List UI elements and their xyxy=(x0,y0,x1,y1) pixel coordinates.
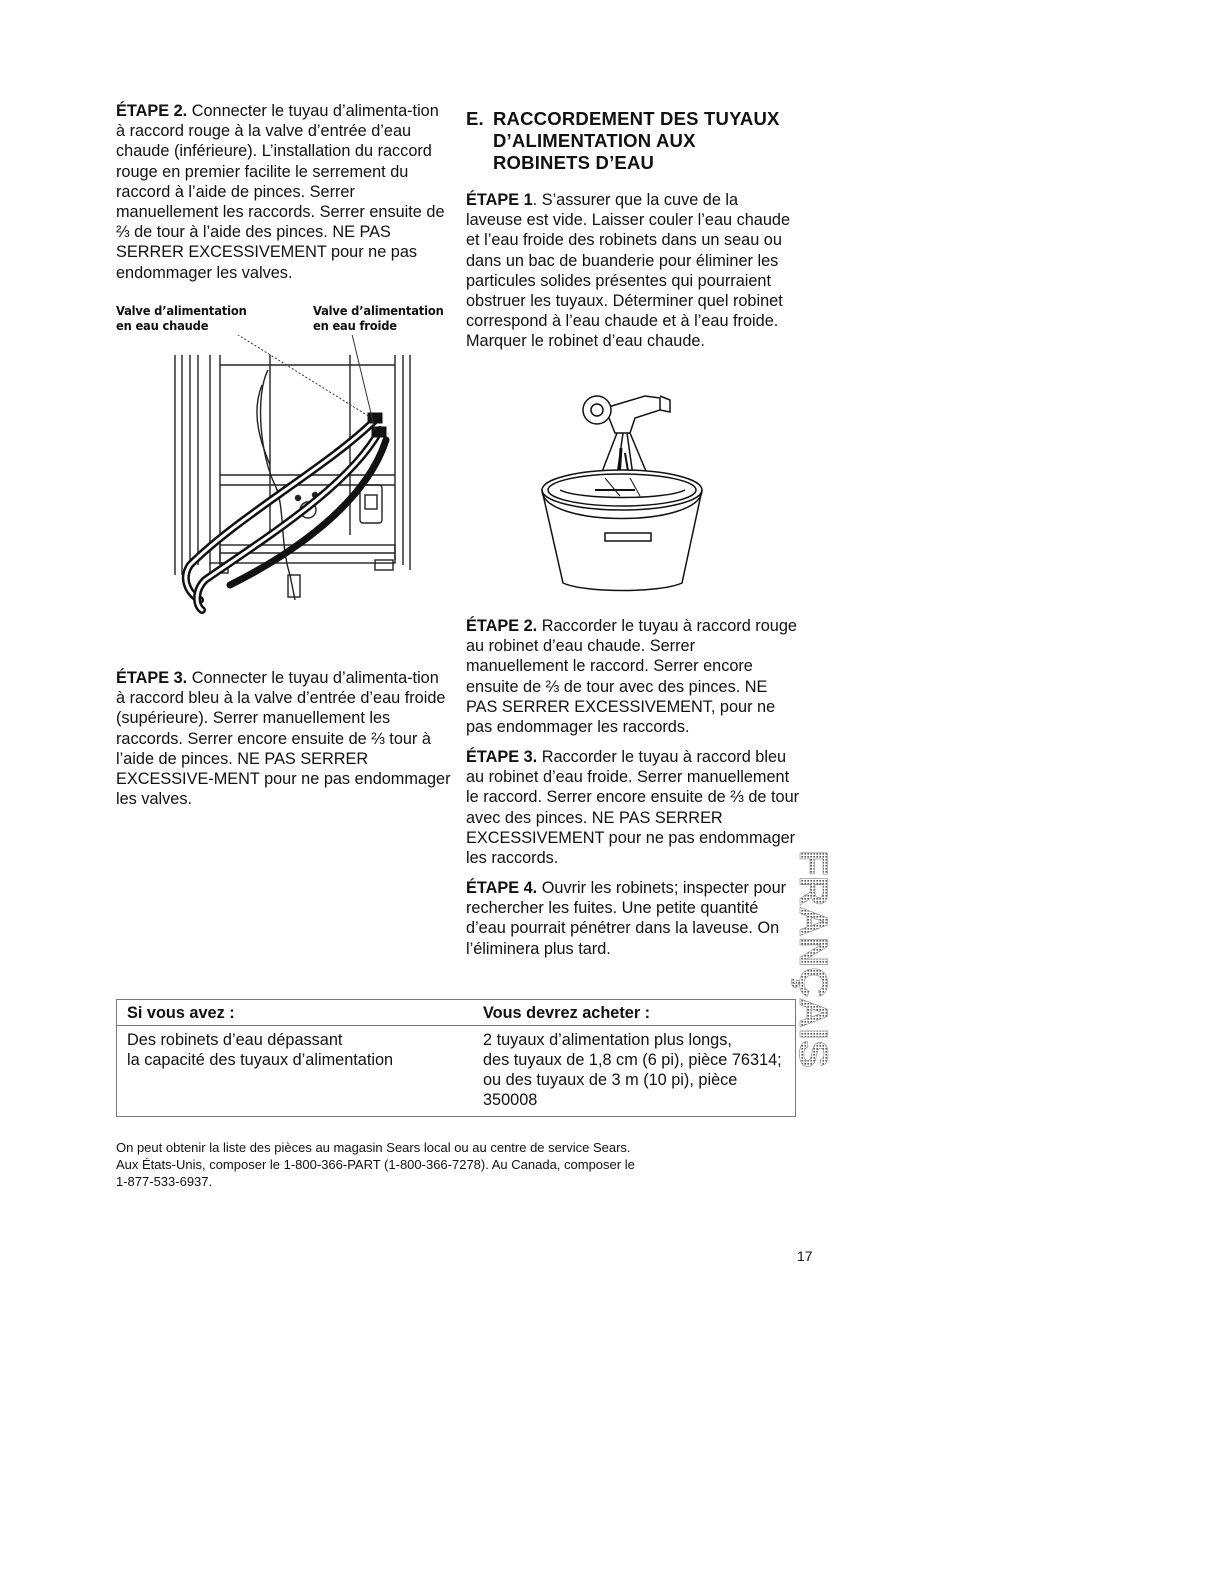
buy-line2: des tuyaux de 1,8 cm (6 pi), pièce 76314; xyxy=(483,1051,782,1069)
right-step4-label: ÉTAPE 4. xyxy=(466,879,538,897)
left-step2-label: ÉTAPE 2. xyxy=(116,102,188,120)
section-title-line3: ROBINETS D’EAU xyxy=(493,152,655,173)
right-step2-paragraph xyxy=(466,616,801,737)
left-step3-text: Connecter le tuyau d’alimenta-tion à raccord bleu à la valve d’entrée d’eau froide (supérieure). Serrer manuellement les raccords. Serrer encore ensuite de ⅔ tour à l’aide de pinces. NE PAS SERRER EXCESSIVE-MENT pour ne pas endommager les valves. xyxy=(116,669,451,809)
left-step3-label: ÉTAPE 3. xyxy=(116,669,188,687)
cold-valve-callout: Valve d’alimentation en eau froide xyxy=(313,303,444,333)
right-step3-paragraph xyxy=(466,747,801,868)
washer-valves-illustration xyxy=(150,335,450,625)
footnote-line2: Aux États-Unis, composer le 1-800-366-PART (1-800-366-7278). Au Canada, composer le xyxy=(116,1157,635,1172)
table-cell-buy xyxy=(477,1026,796,1117)
section-title-line1: RACCORDEMENT DES TUYAUX xyxy=(493,108,780,129)
right-step1-text: . S’assurer que la cuve de la laveuse est vide. Laisser couler l’eau chaude et l’eau froide des robinets dans un seau ou dans un bac de buanderie pour éliminer les particules solides présentes qui pourraient obstruer les tuyaux. Déterminer quel robinet correspond à l’eau chaude et à l’eau froide. Marquer le robinet d’eau chaude. xyxy=(466,191,791,351)
parts-table xyxy=(116,999,796,1117)
section-letter: E. xyxy=(466,108,484,129)
table-cell-have xyxy=(117,1026,478,1117)
section-e-title xyxy=(466,108,826,174)
faucet-bucket-illustration xyxy=(535,378,715,598)
table-header-row xyxy=(117,1000,796,1026)
have-line2: la capacité des tuyaux d’alimentation xyxy=(127,1051,394,1069)
hot-valve-callout: Valve d’alimentation en eau chaude xyxy=(116,303,247,333)
buy-line1: 2 tuyaux d’alimentation plus longs, xyxy=(483,1031,732,1049)
section-title-line2: D’ALIMENTATION AUX xyxy=(493,130,696,151)
have-line1: Des robinets d’eau dépassant xyxy=(127,1031,343,1049)
right-step3-label: ÉTAPE 3. xyxy=(466,748,538,766)
table-row xyxy=(117,1026,796,1117)
right-step4-text: Ouvrir les robinets; inspecter pour rechercher les fuites. Une petite quantité d’eau pourrait pénétrer dans la laveuse. On l’éliminera plus tard. xyxy=(466,879,787,958)
buy-line4: 350008 xyxy=(483,1091,538,1109)
footnote xyxy=(116,1139,816,1190)
right-step3-text: Raccorder le tuyau à raccord bleu au robinet d’eau froide. Serrer manuellement le raccord. Serrer encore ensuite de ⅔ de tour avec des pinces. NE PAS SERRER EXCESSIVEMENT pour ne pas endommager les raccords. xyxy=(466,748,800,868)
right-step2-text: Raccorder le tuyau à raccord rouge au robinet d’eau chaude. Serrer manuellement le raccord. Serrer encore ensuite de ⅔ de tour avec des pinces. NE PAS SERRER EXCESSIVEMENT, pour ne pas endommager les raccords. xyxy=(466,617,797,737)
page-number: 17 xyxy=(797,1248,813,1264)
footnote-line3: 1-877-533-6937. xyxy=(116,1174,213,1189)
table-header-have: Si vous avez : xyxy=(117,1000,478,1026)
side-tab-text: FRANÇAIS xyxy=(791,850,835,1057)
table-header-buy: Vous devrez acheter : xyxy=(477,1000,796,1026)
right-step2-label: ÉTAPE 2. xyxy=(466,617,538,635)
right-step1-paragraph xyxy=(466,190,796,352)
language-side-tab xyxy=(780,845,840,1075)
right-step1-label: ÉTAPE 1 xyxy=(466,191,533,209)
footnote-line1: On peut obtenir la liste des pièces au magasin Sears local ou au centre de service Sears. xyxy=(116,1140,631,1155)
left-step3-paragraph xyxy=(116,668,451,809)
right-step4-paragraph xyxy=(466,878,801,959)
left-step2-paragraph xyxy=(116,101,451,283)
left-step2-text: Connecter le tuyau d’alimenta-tion à raccord rouge à la valve d’entrée d’eau chaude (inférieure). L’installation du raccord rouge en premier facilite le serrement du raccord à l’aide de pinces. Serrer manuellement les raccords. Serrer ensuite de ⅔ de tour à l’aide des pinces. NE PAS SERRER EXCESSIVEMENT pour ne pas endommager les valves. xyxy=(116,102,445,282)
buy-line3: ou des tuyaux de 3 m (10 pi), pièce xyxy=(483,1071,738,1089)
